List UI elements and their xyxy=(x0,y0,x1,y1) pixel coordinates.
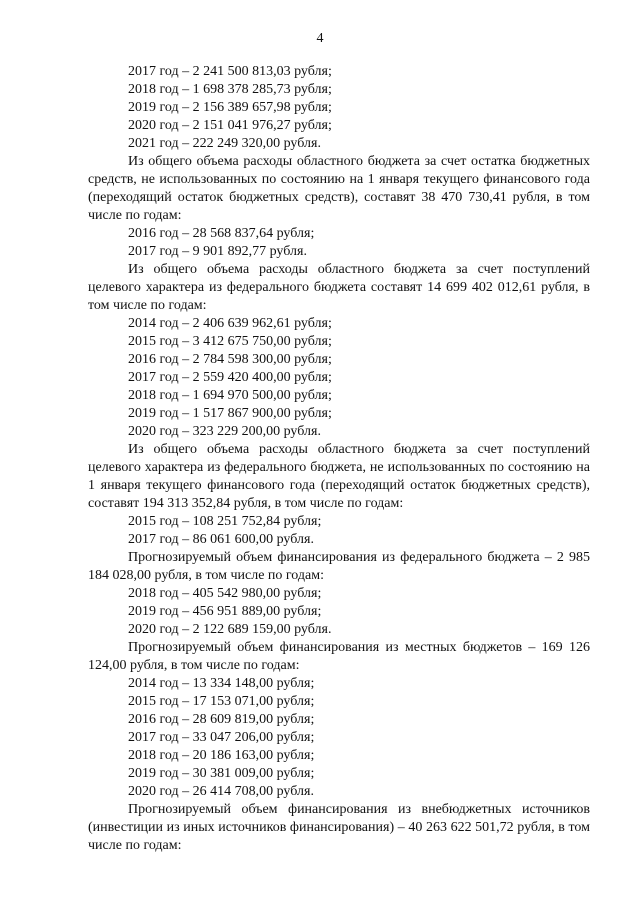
year-line: 2019 год – 456 951 889,00 рубля; xyxy=(128,604,322,619)
paragraph: Из общего объема расходы областного бюджета за счет поступлений целевого характера из федерального бюджета, не использованных по состоянию на 1 января текущего финансового года (переходящий остаток бюджетных средств), составят 194 313 352,84 рубля, в том числе по годам: xyxy=(88,442,590,511)
year-line: 2017 год – 86 061 600,00 рубля. xyxy=(128,532,314,547)
year-line: 2017 год – 2 241 500 813,03 рубля; xyxy=(128,64,332,79)
year-line: 2015 год – 3 412 675 750,00 рубля; xyxy=(128,334,332,349)
page-number: 4 xyxy=(316,31,324,46)
year-line: 2016 год – 28 568 837,64 рубля; xyxy=(128,226,315,241)
paragraph: Прогнозируемый объем финансирования из внебюджетных источников (инвестиции из иных источников финансирования) – 40 263 622 501,72 рубля, в том числе по годам: xyxy=(88,802,590,853)
year-line: 2015 год – 108 251 752,84 рубля; xyxy=(128,514,322,529)
year-line: 2020 год – 2 122 689 159,00 рубля. xyxy=(128,622,332,637)
year-line: 2018 год – 20 186 163,00 рубля; xyxy=(128,748,315,763)
year-line: 2017 год – 9 901 892,77 рубля. xyxy=(128,244,307,259)
year-line: 2018 год – 405 542 980,00 рубля; xyxy=(128,586,322,601)
year-line: 2020 год – 2 151 041 976,27 рубля; xyxy=(128,118,332,133)
year-line: 2018 год – 1 698 378 285,73 рубля; xyxy=(128,82,332,97)
paragraph: Прогнозируемый объем финансирования из местных бюджетов – 169 126 124,00 рубля, в том числе по годам: xyxy=(88,640,590,673)
year-line: 2020 год – 323 229 200,00 рубля. xyxy=(128,424,321,439)
year-line: 2019 год – 1 517 867 900,00 рубля; xyxy=(128,406,332,421)
year-line: 2015 год – 17 153 071,00 рубля; xyxy=(128,694,315,709)
year-line: 2020 год – 26 414 708,00 рубля. xyxy=(128,784,314,799)
year-line: 2017 год – 33 047 206,00 рубля; xyxy=(128,730,315,745)
document-body xyxy=(88,63,590,855)
year-line: 2014 год – 13 334 148,00 рубля; xyxy=(128,676,315,691)
year-line: 2021 год – 222 249 320,00 рубля. xyxy=(128,136,321,151)
year-line: 2019 год – 30 381 009,00 рубля; xyxy=(128,766,315,781)
year-line: 2019 год – 2 156 389 657,98 рубля; xyxy=(128,100,332,115)
year-line: 2017 год – 2 559 420 400,00 рубля; xyxy=(128,370,332,385)
year-line: 2016 год – 2 784 598 300,00 рубля; xyxy=(128,352,332,367)
paragraph: Из общего объема расходы областного бюджета за счет поступлений целевого характера из федерального бюджета составят 14 699 402 012,61 рубля, в том числе по годам: xyxy=(88,262,590,313)
year-line: 2014 год – 2 406 639 962,61 рубля; xyxy=(128,316,332,331)
year-line: 2018 год – 1 694 970 500,00 рубля; xyxy=(128,388,332,403)
paragraph: Прогнозируемый объем финансирования из федерального бюджета – 2 985 184 028,00 рубля, в том числе по годам: xyxy=(88,550,590,583)
paragraph: Из общего объема расходы областного бюджета за счет остатка бюджетных средств, не использованных по состоянию на 1 января текущего финансового года (переходящий остаток бюджетных средств), составят 38 470 730,41 рубля, в том числе по годам: xyxy=(88,154,590,223)
year-line: 2016 год – 28 609 819,00 рубля; xyxy=(128,712,315,727)
